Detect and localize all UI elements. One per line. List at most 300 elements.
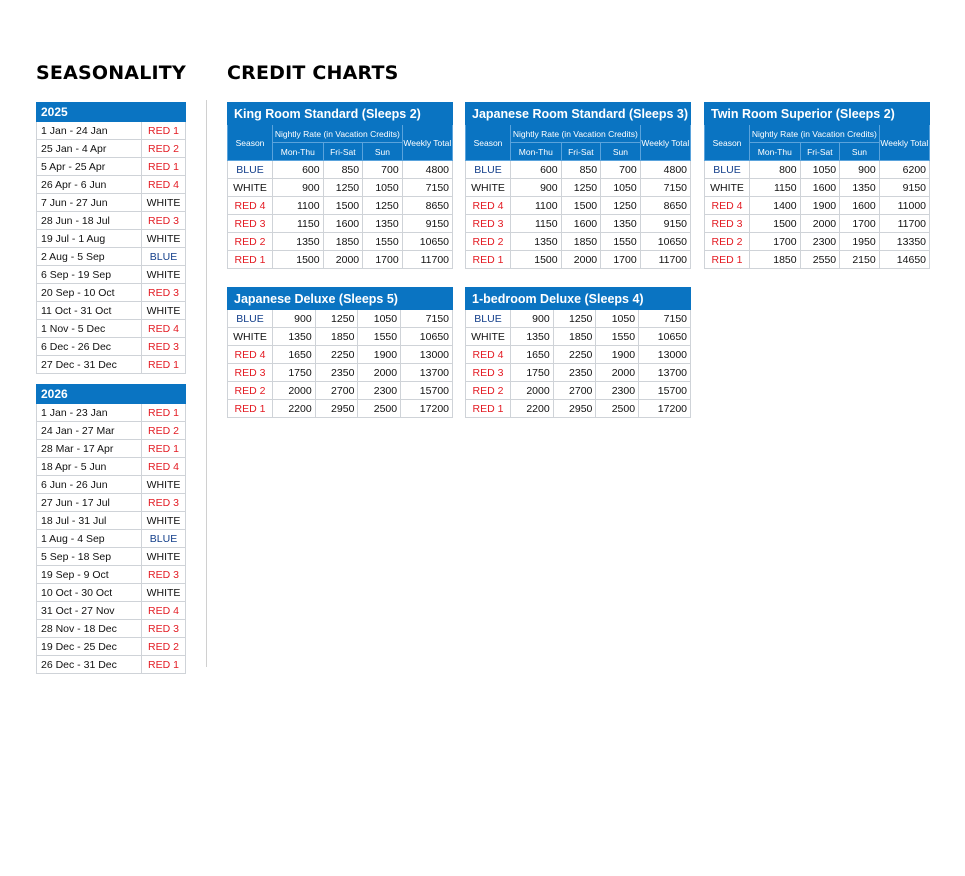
season-name: RED 4 [142,602,186,620]
rate-weekly: 11700 [640,251,690,269]
rate-weekly: 7150 [402,179,452,197]
date-range: 28 Nov - 18 Dec [37,620,142,638]
season-row [37,548,186,566]
rate-fri-sat: 1850 [323,233,363,251]
chart-title: Japanese Room Standard (Sleeps 3) [466,103,691,125]
rate-row [705,251,930,269]
season-name: RED 4 [142,458,186,476]
season-name: WHITE [142,194,186,212]
season-col-header: Season [705,125,750,161]
season-name: RED 1 [142,158,186,176]
rate-row [466,215,691,233]
rate-fri-sat: 1600 [561,215,601,233]
rate-season: RED 3 [228,364,273,382]
rate-row [466,346,691,364]
rate-weekly: 10650 [402,233,452,251]
rate-fri-sat: 2350 [315,364,358,382]
rate-row [228,161,453,179]
season-name: RED 3 [142,284,186,302]
season-row [37,140,186,158]
credit-chart-table [227,102,453,269]
rate-weekly: 10650 [401,328,453,346]
date-range: 25 Jan - 4 Apr [37,140,142,158]
rate-sun: 1550 [358,328,401,346]
date-range: 27 Dec - 31 Dec [37,356,142,374]
date-range: 28 Mar - 17 Apr [37,440,142,458]
chart-header-row [466,125,691,143]
season-name: WHITE [142,512,186,530]
rate-mon-thu: 1150 [750,179,801,197]
rate-fri-sat: 2000 [561,251,601,269]
rate-season: WHITE [228,328,273,346]
season-row [37,656,186,674]
rate-season: RED 4 [466,346,511,364]
year-label: 2025 [37,103,186,122]
season-row [37,338,186,356]
season-row [37,494,186,512]
season-name: WHITE [142,230,186,248]
season-name: RED 2 [142,422,186,440]
rate-sun: 1700 [601,251,641,269]
rate-row [228,382,453,400]
date-range: 24 Jan - 27 Mar [37,422,142,440]
rate-sun: 2300 [358,382,401,400]
rate-fri-sat: 850 [561,161,601,179]
season-col-header: Season [228,125,273,161]
rate-row [466,197,691,215]
season-name: BLUE [142,530,186,548]
season-row [37,530,186,548]
date-range: 20 Sep - 10 Oct [37,284,142,302]
season-row [37,476,186,494]
rate-sun: 1050 [601,179,641,197]
rate-season: BLUE [466,161,511,179]
rate-sun: 2000 [596,364,639,382]
rate-season: RED 2 [705,233,750,251]
season-name: RED 2 [142,140,186,158]
rate-fri-sat: 1900 [800,197,840,215]
season-name: RED 4 [142,176,186,194]
date-range: 6 Sep - 19 Sep [37,266,142,284]
rate-season: BLUE [228,161,273,179]
rate-fri-sat: 1500 [323,197,363,215]
rate-sun: 1050 [596,310,639,328]
rate-season: BLUE [466,310,511,328]
credit-chart-table [227,287,453,418]
date-range: 5 Sep - 18 Sep [37,548,142,566]
rate-weekly: 14650 [879,251,929,269]
year-header-row [37,103,186,122]
rate-row [466,310,691,328]
day-col-header: Sun [601,143,641,161]
rate-mon-thu: 1850 [750,251,801,269]
rate-mon-thu: 1750 [511,364,554,382]
season-name: RED 3 [142,620,186,638]
rate-fri-sat: 1250 [561,179,601,197]
year-label: 2026 [37,385,186,404]
rate-row [228,215,453,233]
season-row [37,404,186,422]
season-row [37,566,186,584]
rate-mon-thu: 1400 [750,197,801,215]
rate-mon-thu: 2000 [511,382,554,400]
rate-season: WHITE [705,179,750,197]
season-name: RED 3 [142,566,186,584]
rate-weekly: 13000 [401,346,453,364]
rate-weekly: 13700 [401,364,453,382]
rate-row [228,179,453,197]
rate-fri-sat: 2700 [315,382,358,400]
date-range: 1 Jan - 24 Jan [37,122,142,140]
rate-row [228,197,453,215]
credit-charts-heading: CREDIT CHARTS [227,62,399,84]
rate-row [466,364,691,382]
section-divider [206,100,207,667]
chart-title-row [228,288,453,310]
rate-mon-thu: 1350 [273,328,316,346]
rate-mon-thu: 900 [511,179,562,197]
rate-weekly: 4800 [402,161,452,179]
rate-row [705,233,930,251]
rate-mon-thu: 800 [750,161,801,179]
season-row [37,284,186,302]
date-range: 7 Jun - 27 Jun [37,194,142,212]
rate-sun: 2500 [358,400,401,418]
rate-sun: 1250 [601,197,641,215]
rate-sun: 1700 [840,215,880,233]
day-col-header: Fri-Sat [561,143,601,161]
rate-sun: 1050 [363,179,403,197]
rate-sun: 1550 [601,233,641,251]
rate-mon-thu: 2200 [273,400,316,418]
rate-mon-thu: 1100 [273,197,324,215]
rate-row [466,233,691,251]
rate-row [466,400,691,418]
rate-sun: 1350 [601,215,641,233]
rate-sun: 1350 [363,215,403,233]
season-col-header: Season [466,125,511,161]
rate-row [228,346,453,364]
rate-sun: 1950 [840,233,880,251]
season-name: RED 2 [142,638,186,656]
day-col-header: Mon-Thu [511,143,562,161]
date-range: 18 Jul - 31 Jul [37,512,142,530]
chart-title-row [705,103,930,125]
rate-row [228,400,453,418]
weekly-total-header: Weekly Total [879,125,929,161]
rate-season: BLUE [705,161,750,179]
date-range: 28 Jun - 18 Jul [37,212,142,230]
rate-fri-sat: 2000 [323,251,363,269]
rate-mon-thu: 2200 [511,400,554,418]
rate-row [466,161,691,179]
rate-fri-sat: 2250 [553,346,596,364]
rate-weekly: 15700 [401,382,453,400]
year-header-row [37,385,186,404]
rate-weekly: 9150 [879,179,929,197]
rate-fri-sat: 2350 [553,364,596,382]
nightly-rate-header: Nightly Rate (in Vacation Credits) [273,125,403,143]
season-row [37,620,186,638]
date-range: 11 Oct - 31 Oct [37,302,142,320]
rate-fri-sat: 2550 [800,251,840,269]
rate-sun: 1900 [358,346,401,364]
rate-fri-sat: 1850 [561,233,601,251]
rate-row [705,161,930,179]
seasonality-heading: SEASONALITY [36,62,186,84]
rate-sun: 1550 [596,328,639,346]
day-col-header: Fri-Sat [323,143,363,161]
rate-season: WHITE [228,179,273,197]
rate-sun: 1600 [840,197,880,215]
rate-sun: 700 [601,161,641,179]
rate-mon-thu: 1700 [750,233,801,251]
rate-weekly: 8650 [640,197,690,215]
season-row [37,320,186,338]
rate-season: WHITE [466,328,511,346]
rate-fri-sat: 1600 [800,179,840,197]
rate-weekly: 8650 [402,197,452,215]
rate-mon-thu: 1350 [511,233,562,251]
rate-row [466,382,691,400]
rate-season: RED 2 [228,233,273,251]
rate-mon-thu: 900 [273,310,316,328]
rate-season: RED 1 [705,251,750,269]
rate-fri-sat: 1500 [561,197,601,215]
rate-mon-thu: 2000 [273,382,316,400]
rate-row [228,328,453,346]
rate-mon-thu: 600 [273,161,324,179]
rate-season: RED 4 [228,346,273,364]
rate-weekly: 11700 [879,215,929,233]
rate-fri-sat: 2300 [800,233,840,251]
rate-row [228,310,453,328]
rate-sun: 2500 [596,400,639,418]
season-row [37,158,186,176]
rate-weekly: 7150 [640,179,690,197]
rate-sun: 700 [363,161,403,179]
rate-sun: 1550 [363,233,403,251]
rate-season: RED 4 [228,197,273,215]
season-row [37,212,186,230]
season-row [37,356,186,374]
season-name: RED 3 [142,494,186,512]
rate-mon-thu: 600 [511,161,562,179]
chart-title-row [466,288,691,310]
date-range: 1 Aug - 4 Sep [37,530,142,548]
season-row [37,122,186,140]
season-name: RED 1 [142,656,186,674]
season-name: RED 3 [142,212,186,230]
season-name: RED 4 [142,320,186,338]
date-range: 2 Aug - 5 Sep [37,248,142,266]
rate-fri-sat: 1850 [315,328,358,346]
rate-season: RED 1 [466,400,511,418]
rate-row [705,197,930,215]
rate-mon-thu: 1500 [511,251,562,269]
rate-weekly: 17200 [401,400,453,418]
season-row [37,176,186,194]
rate-season: RED 2 [228,382,273,400]
rate-mon-thu: 1350 [511,328,554,346]
season-name: WHITE [142,548,186,566]
rate-sun: 2300 [596,382,639,400]
rate-season: RED 1 [228,400,273,418]
date-range: 18 Apr - 5 Jun [37,458,142,476]
rate-row [705,179,930,197]
rate-sun: 2000 [358,364,401,382]
season-row [37,422,186,440]
chart-title: King Room Standard (Sleeps 2) [228,103,453,125]
date-range: 26 Dec - 31 Dec [37,656,142,674]
date-range: 27 Jun - 17 Jul [37,494,142,512]
rate-fri-sat: 2700 [553,382,596,400]
rate-mon-thu: 1750 [273,364,316,382]
rate-weekly: 11000 [879,197,929,215]
date-range: 10 Oct - 30 Oct [37,584,142,602]
rate-sun: 2150 [840,251,880,269]
day-col-header: Sun [840,143,880,161]
season-row [37,266,186,284]
rate-weekly: 10650 [640,233,690,251]
rate-weekly: 13350 [879,233,929,251]
rate-weekly: 6200 [879,161,929,179]
season-name: WHITE [142,584,186,602]
date-range: 19 Sep - 9 Oct [37,566,142,584]
rate-weekly: 13000 [639,346,691,364]
rate-fri-sat: 850 [323,161,363,179]
season-row [37,584,186,602]
rate-weekly: 15700 [639,382,691,400]
rate-sun: 1900 [596,346,639,364]
season-name: BLUE [142,248,186,266]
date-range: 5 Apr - 25 Apr [37,158,142,176]
rate-season: WHITE [466,179,511,197]
rate-fri-sat: 1600 [323,215,363,233]
credit-chart-table [704,102,930,269]
chart-header-row [228,125,453,143]
rate-row [228,251,453,269]
rate-fri-sat: 2250 [315,346,358,364]
rate-row [466,328,691,346]
rate-fri-sat: 1050 [800,161,840,179]
rate-weekly: 9150 [640,215,690,233]
rate-fri-sat: 1250 [553,310,596,328]
rate-sun: 1050 [358,310,401,328]
season-row [37,602,186,620]
rate-weekly: 7150 [401,310,453,328]
season-row [37,638,186,656]
chart-title-row [466,103,691,125]
season-name: RED 1 [142,440,186,458]
weekly-total-header: Weekly Total [402,125,452,161]
rate-row [705,215,930,233]
day-col-header: Sun [363,143,403,161]
rate-sun: 1350 [840,179,880,197]
rate-weekly: 13700 [639,364,691,382]
rate-row [228,233,453,251]
rate-season: RED 4 [466,197,511,215]
season-row [37,458,186,476]
rate-sun: 1250 [363,197,403,215]
rate-fri-sat: 2950 [315,400,358,418]
rate-fri-sat: 2950 [553,400,596,418]
date-range: 31 Oct - 27 Nov [37,602,142,620]
day-col-header: Fri-Sat [800,143,840,161]
rate-weekly: 9150 [402,215,452,233]
season-name: RED 1 [142,404,186,422]
rate-mon-thu: 1350 [273,233,324,251]
chart-title-row [228,103,453,125]
nightly-rate-header: Nightly Rate (in Vacation Credits) [511,125,641,143]
rate-weekly: 10650 [639,328,691,346]
season-row [37,512,186,530]
rate-mon-thu: 1500 [750,215,801,233]
rate-mon-thu: 1150 [273,215,324,233]
rate-weekly: 4800 [640,161,690,179]
rate-sun: 1700 [363,251,403,269]
date-range: 1 Jan - 23 Jan [37,404,142,422]
rate-mon-thu: 1100 [511,197,562,215]
rate-weekly: 17200 [639,400,691,418]
credit-chart-table [465,287,691,418]
chart-title: Twin Room Superior (Sleeps 2) [705,103,930,125]
date-range: 6 Dec - 26 Dec [37,338,142,356]
season-row [37,248,186,266]
season-name: RED 3 [142,338,186,356]
rate-fri-sat: 1250 [315,310,358,328]
rate-sun: 900 [840,161,880,179]
rate-mon-thu: 1650 [273,346,316,364]
nightly-rate-header: Nightly Rate (in Vacation Credits) [750,125,880,143]
rate-season: RED 2 [466,233,511,251]
rate-mon-thu: 900 [273,179,324,197]
season-name: WHITE [142,302,186,320]
seasonality-table-2026 [36,384,186,674]
season-name: WHITE [142,266,186,284]
rate-mon-thu: 1650 [511,346,554,364]
date-range: 19 Jul - 1 Aug [37,230,142,248]
rate-mon-thu: 1150 [511,215,562,233]
rate-season: BLUE [228,310,273,328]
rate-fri-sat: 2000 [800,215,840,233]
chart-title: 1-bedroom Deluxe (Sleeps 4) [466,288,691,310]
rate-row [466,251,691,269]
rate-mon-thu: 1500 [273,251,324,269]
rate-season: RED 2 [466,382,511,400]
date-range: 6 Jun - 26 Jun [37,476,142,494]
rate-season: RED 4 [705,197,750,215]
rate-mon-thu: 900 [511,310,554,328]
season-row [37,194,186,212]
season-name: RED 1 [142,356,186,374]
rate-season: RED 1 [228,251,273,269]
season-row [37,440,186,458]
seasonality-table-2025 [36,102,186,374]
date-range: 1 Nov - 5 Dec [37,320,142,338]
season-row [37,230,186,248]
rate-season: RED 3 [705,215,750,233]
season-name: WHITE [142,476,186,494]
credit-chart-table [465,102,691,269]
rate-season: RED 3 [228,215,273,233]
rate-fri-sat: 1850 [553,328,596,346]
weekly-total-header: Weekly Total [640,125,690,161]
day-col-header: Mon-Thu [273,143,324,161]
season-row [37,302,186,320]
chart-title: Japanese Deluxe (Sleeps 5) [228,288,453,310]
date-range: 19 Dec - 25 Dec [37,638,142,656]
